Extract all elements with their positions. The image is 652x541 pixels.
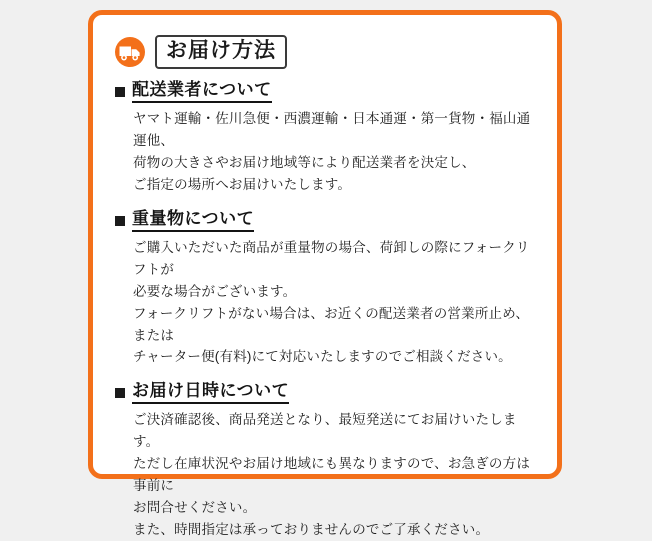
body-line: お問合せください。 [133,499,257,515]
body-line: チャーター便(有料)にて対応いたしますのでご相談ください。 [133,349,512,365]
body-line: ご指定の場所へお届けいたします。 [133,176,352,192]
section-title: 重量物について [132,208,254,232]
section-carrier [111,79,539,196]
square-bullet-icon [115,87,125,97]
square-bullet-icon [115,216,125,226]
body-line: フォークリフトがない場合は、お近くの配送業者の営業所止め、または [133,305,530,343]
section-title: 配送業者について [132,79,272,103]
body-line: ご決済確認後、商品発送となり、最短発送にてお届けいたします。 [133,412,517,450]
body-line: また、時間指定は承っておりませんのでご了承ください。 [133,521,490,537]
section-body [133,108,539,195]
body-line: ヤマト運輸・佐川急便・西濃運輸・日本通運・第一貨物・福山通運他、 [133,111,531,149]
square-bullet-icon [115,388,125,398]
section-delivery-datetime [111,380,539,540]
panel-title: お届け方法 [155,35,287,69]
body-line: 荷物の大きさやお届け地域等により配送業者を決定し、 [133,155,476,171]
section-header [115,79,539,103]
body-line: 必要な場合がございます。 [133,283,297,299]
body-line: ただし在庫状況やお届け地域にも異なりますので、お急ぎの方は事前に [133,456,531,494]
section-body [133,237,539,368]
body-line: ご購入いただいた商品が重量物の場合、荷卸しの際にフォークリフトが [133,240,530,277]
section-heavy-item [111,208,539,368]
section-header [115,208,539,232]
delivery-info-panel [88,10,562,537]
panel-title-row [113,35,539,69]
section-title: お届け日時について [132,380,289,404]
section-header [115,380,539,404]
section-body [133,409,539,540]
delivery-truck-icon [113,37,147,67]
